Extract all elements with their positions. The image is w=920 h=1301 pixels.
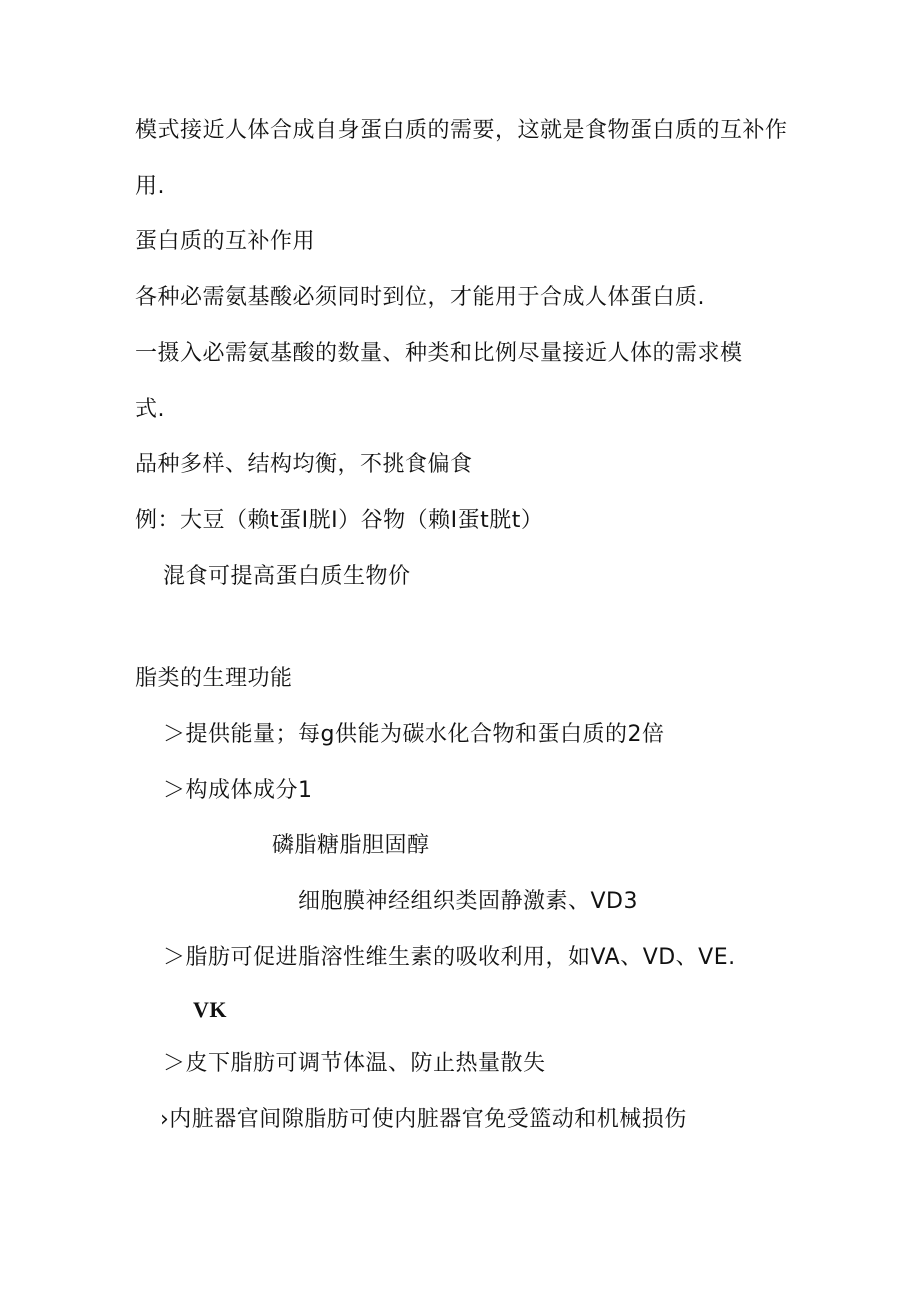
text-line-9: 混食可提高蛋白质生物价 — [163, 564, 411, 589]
sub-line-lipids: 磷脂糖脂胆固醇 — [272, 833, 430, 858]
text-line-1: 模式接近人体合成自身蛋白质的需要，这就是食物蛋白质的互补作 — [135, 118, 788, 143]
text-line-5: 一摄入必需氨基酸的数量、种类和比例尽量接近人体的需求模 — [135, 341, 743, 366]
vitamin-vk-line: VK — [193, 997, 227, 1022]
example-line: 例：大豆（赖t蛋I胱I）谷物（赖I蛋t胱t） — [135, 508, 544, 533]
text-line-7: 品种多样、结构均衡，不挑食偏食 — [135, 452, 473, 477]
section-heading-protein-complement: 蛋白质的互补作用 — [135, 229, 316, 254]
bullet-energy-supply: ＞提供能量；每g供能为碳水化合物和蛋白质的2倍 — [163, 722, 665, 747]
text-line-2: 用. — [135, 174, 165, 199]
section-heading-lipid-function: 脂类的生理功能 — [135, 666, 293, 691]
bullet-vitamin-absorption: ＞脂肪可促进脂溶性维生素的吸收利用，如VA、VD、VE. — [163, 945, 736, 970]
bullet-organ-protection: ›内脏器官间隙脂肪可使内脏器官免受篮动和机械损伤 — [160, 1107, 687, 1132]
text-line-4: 各种必需氨基酸必须同时到位，才能用于合成人体蛋白质. — [135, 285, 705, 310]
text-line-6: 式. — [135, 397, 165, 422]
bullet-temperature: ＞皮下脂肪可调节体温、防止热量散失 — [163, 1051, 546, 1076]
sub-line-membrane: 细胞膜神经组织类固静激素、VD3 — [298, 889, 638, 914]
bullet-body-composition: ＞构成体成分1 — [163, 778, 313, 803]
